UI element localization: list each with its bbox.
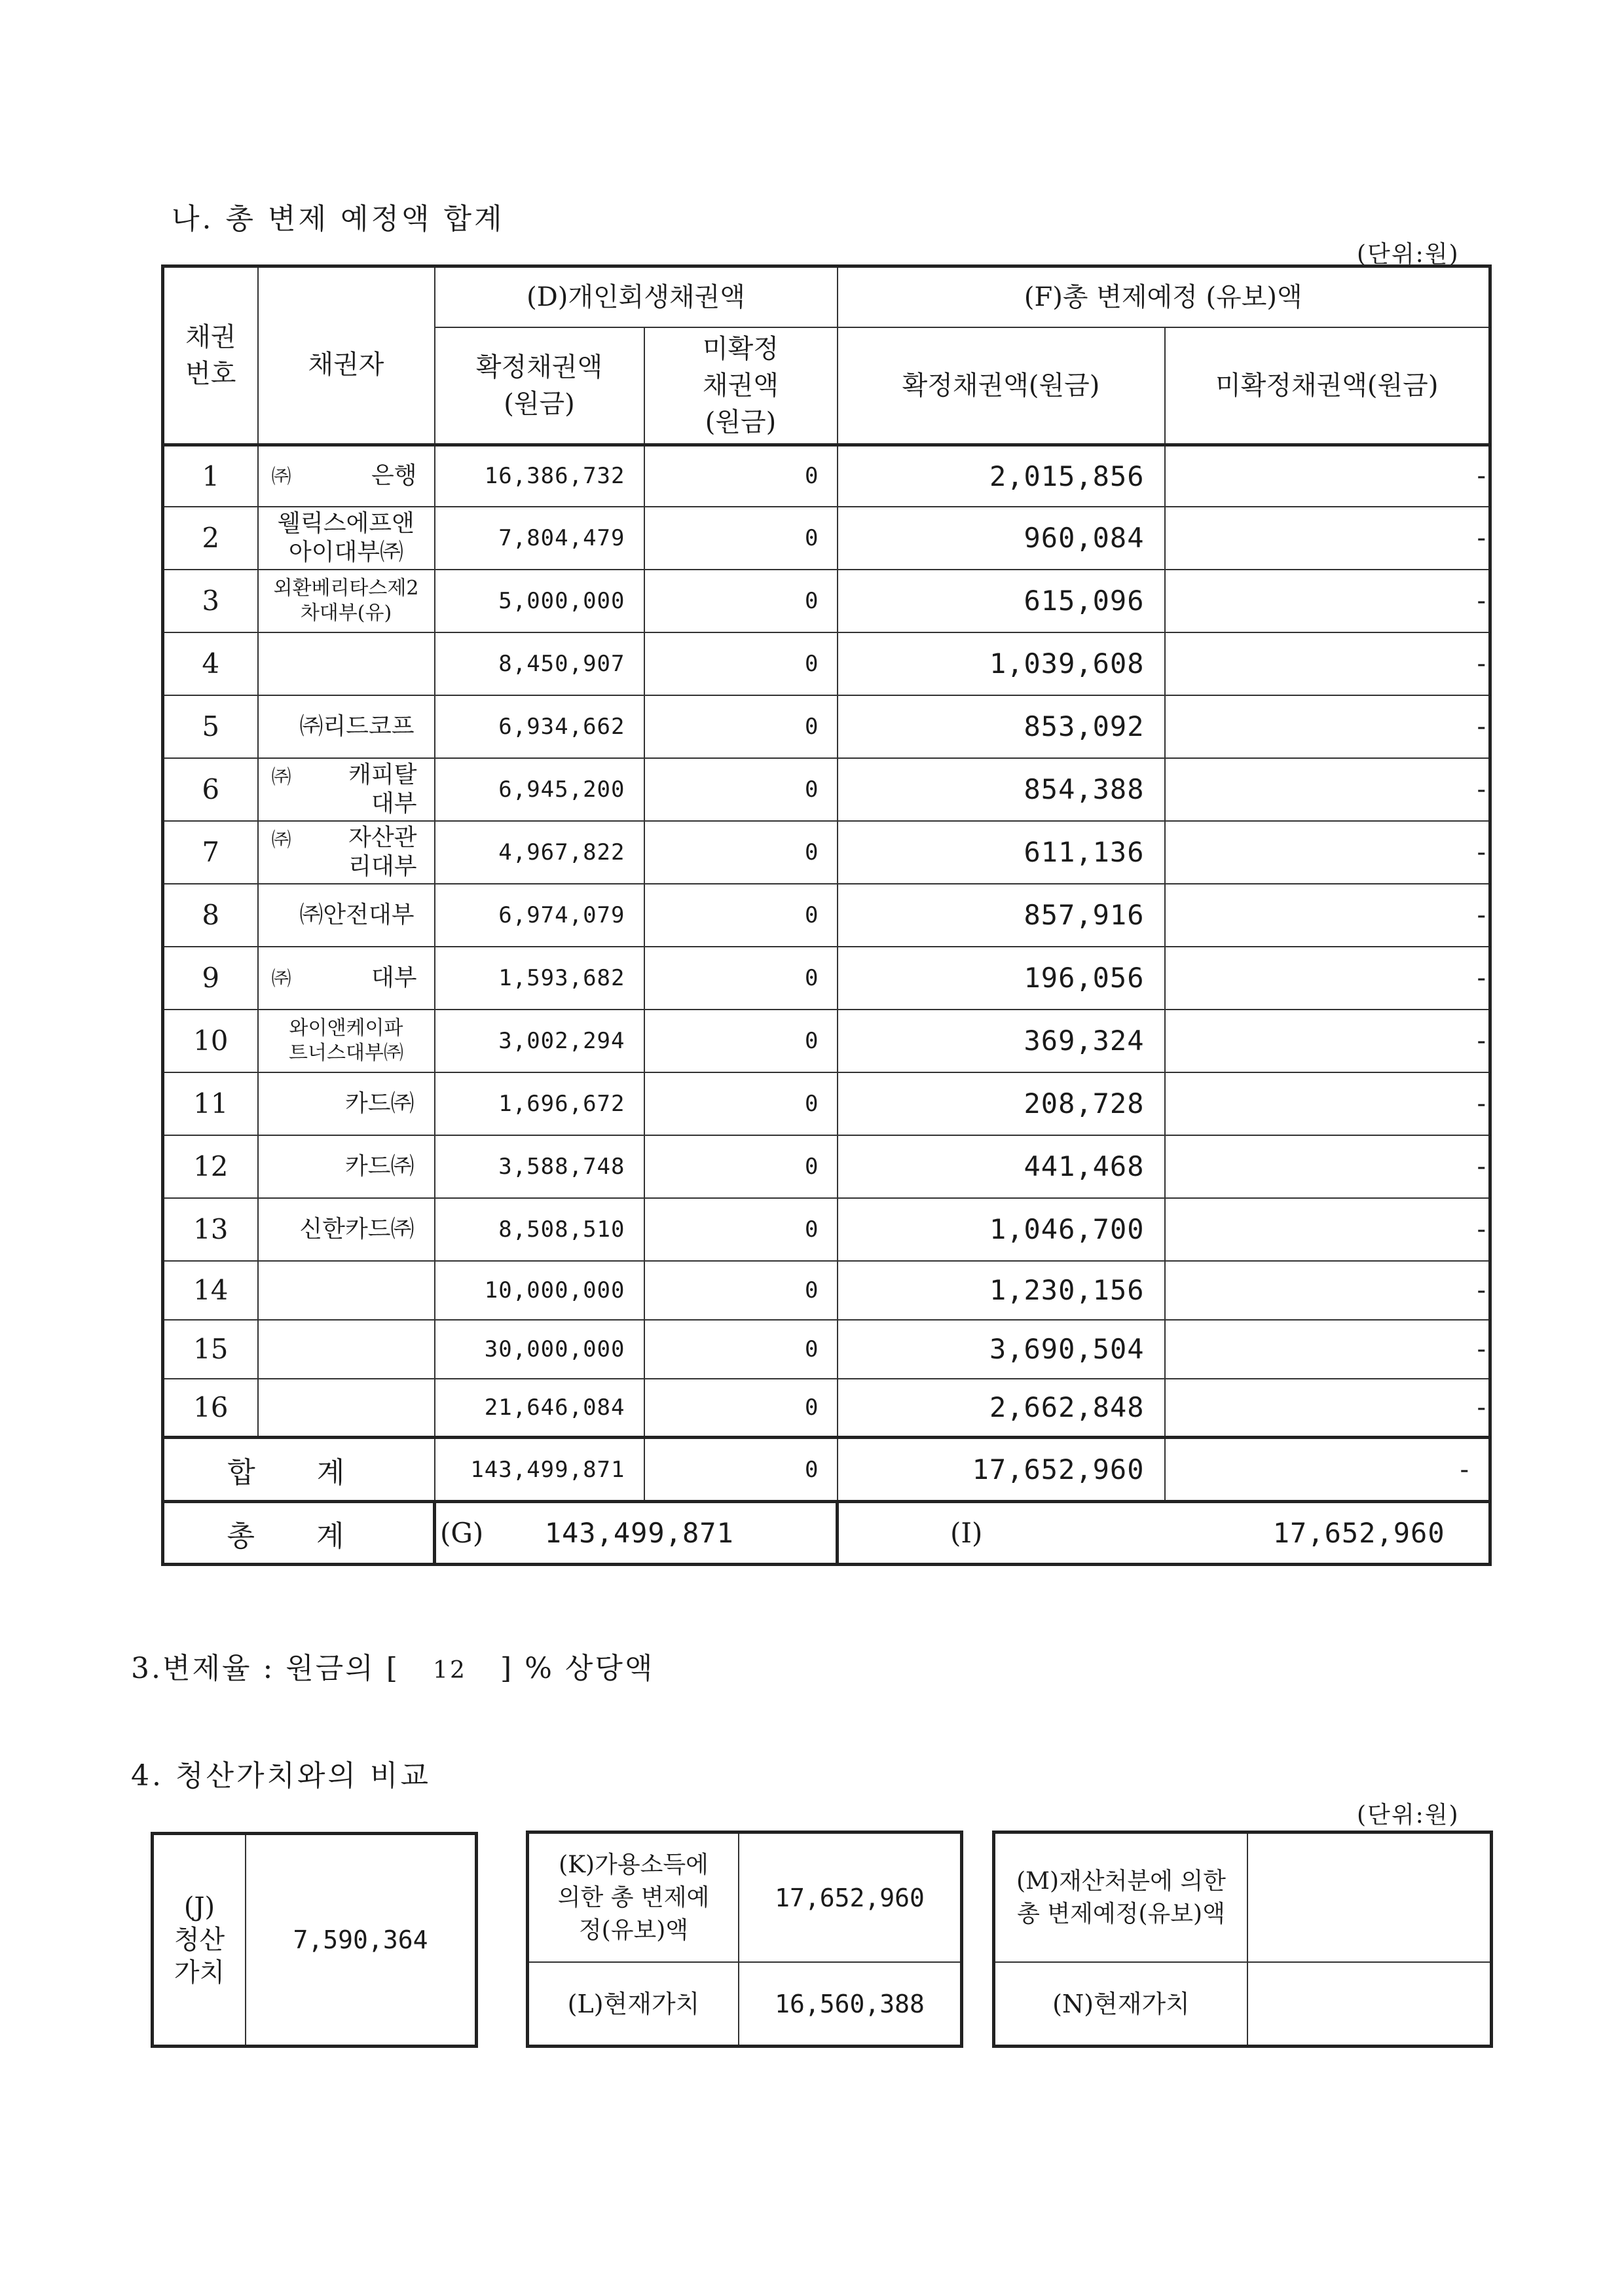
- creditor-cell: [258, 1072, 435, 1135]
- confirmed-claim: 6,974,079: [435, 884, 644, 947]
- col-header-group-f: (F)총 변제예정 (유보)액: [838, 266, 1490, 327]
- n-value: [1247, 1962, 1490, 2045]
- confirmed-repayment: 960,084: [838, 507, 1165, 570]
- creditor-cell: [258, 1010, 435, 1072]
- table-row: [163, 1135, 1490, 1198]
- unconfirmed-claim: 0: [644, 947, 838, 1010]
- unconfirmed-repayment: -: [1165, 947, 1490, 1010]
- creditor-name: ㈜리드코프: [299, 712, 415, 740]
- grand-total-g: [435, 1502, 838, 1565]
- confirmed-repayment: 615,096: [838, 570, 1165, 632]
- k-label: (K)가용소득에 의한 총 변제예 정(유보)액: [529, 1834, 739, 1962]
- confirmed-repayment: 441,468: [838, 1135, 1165, 1198]
- creditor-cell: [258, 1198, 435, 1261]
- subtotal-d: 143,499,871: [435, 1438, 644, 1502]
- unconfirmed-claim: 0: [644, 445, 838, 507]
- unconfirmed-repayment: -: [1165, 632, 1490, 695]
- unconfirmed-repayment: -: [1165, 445, 1490, 507]
- repayment-table: [161, 264, 1492, 1566]
- confirmed-claim: 7,804,479: [435, 507, 644, 570]
- table-row: [163, 1010, 1490, 1072]
- row-no: 14: [163, 1261, 258, 1320]
- creditor-name: 카드㈜: [344, 1152, 415, 1180]
- row-no: 10: [163, 1010, 258, 1072]
- confirmed-repayment: 3,690,504: [838, 1320, 1165, 1379]
- creditor-name: 신한카드㈜: [299, 1215, 415, 1243]
- row-no: 2: [163, 507, 258, 570]
- creditor-cell: [258, 695, 435, 758]
- subtotal-du: 0: [644, 1438, 838, 1502]
- unconfirmed-claim: 0: [644, 632, 838, 695]
- j-value: 7,590,364: [246, 1835, 475, 2045]
- confirmed-claim: 6,945,200: [435, 758, 644, 821]
- confirmed-claim: 8,450,907: [435, 632, 644, 695]
- asset-disposal-box: [992, 1831, 1493, 2048]
- unconfirmed-repayment: -: [1165, 1379, 1490, 1438]
- creditor-name: ㈜안전대부: [299, 901, 415, 928]
- col-header-d-unconfirmed: 미확정 채권액 (원금): [644, 327, 838, 445]
- unconfirmed-claim: 0: [644, 1320, 838, 1379]
- unconfirmed-repayment: -: [1165, 884, 1490, 947]
- unconfirmed-repayment: -: [1165, 695, 1490, 758]
- n-label: (N)현재가치: [995, 1962, 1247, 2045]
- row-no: 12: [163, 1135, 258, 1198]
- confirmed-claim: 6,934,662: [435, 695, 644, 758]
- confirmed-repayment: 1,046,700: [838, 1198, 1165, 1261]
- unconfirmed-claim: 0: [644, 570, 838, 632]
- liquidation-value-box: [151, 1832, 478, 2048]
- row-no: 6: [163, 758, 258, 821]
- table-row: [163, 570, 1490, 632]
- i-tag: (I): [950, 1517, 983, 1549]
- col-header-f-confirmed: 확정채권액(원금): [838, 327, 1165, 445]
- k-value: 17,652,960: [739, 1834, 960, 1962]
- row-no: 8: [163, 884, 258, 947]
- confirmed-repayment: 208,728: [838, 1072, 1165, 1135]
- table-row: [163, 947, 1490, 1010]
- row-no: 3: [163, 570, 258, 632]
- unconfirmed-repayment: -: [1165, 507, 1490, 570]
- unit-label: (단위:원): [1357, 241, 1460, 268]
- row-no: 4: [163, 632, 258, 695]
- creditor-cell: [258, 1135, 435, 1198]
- unconfirmed-repayment: -: [1165, 1135, 1490, 1198]
- unconfirmed-repayment: -: [1165, 570, 1490, 632]
- unconfirmed-claim: 0: [644, 821, 838, 884]
- confirmed-claim: 5,000,000: [435, 570, 644, 632]
- i-value: 17,652,960: [1272, 1517, 1445, 1549]
- table-row: [163, 1072, 1490, 1135]
- unconfirmed-claim: 0: [644, 1198, 838, 1261]
- unconfirmed-repayment: -: [1165, 1198, 1490, 1261]
- creditor-prefix: ㈜: [271, 828, 291, 852]
- unconfirmed-claim: 0: [644, 1379, 838, 1438]
- row-no: 5: [163, 695, 258, 758]
- creditor-cell: [258, 947, 435, 1010]
- grand-total-row: [163, 1502, 1490, 1565]
- table-row: [163, 758, 1490, 821]
- confirmed-repayment: 196,056: [838, 947, 1165, 1010]
- creditor-cell: [258, 570, 435, 632]
- confirmed-claim: 1,696,672: [435, 1072, 644, 1135]
- confirmed-repayment: 369,324: [838, 1010, 1165, 1072]
- creditor-name: 자산관 리대부: [348, 824, 417, 880]
- j-label: (J) 청산 가치: [154, 1835, 246, 2045]
- grand-total-label: 총 계: [163, 1502, 435, 1565]
- m-label: (M)재산처분에 의한 총 변제예정(유보)액: [995, 1834, 1247, 1962]
- col-header-d-confirmed: 확정채권액 (원금): [435, 327, 644, 445]
- confirmed-claim: 4,967,822: [435, 821, 644, 884]
- table-row: [163, 1261, 1490, 1320]
- table-row: [163, 884, 1490, 947]
- rate-suffix: ] % 상당액: [500, 1652, 655, 1685]
- section-title: 나. 총 변제 예정액 합계: [172, 202, 505, 236]
- table-row: [163, 1320, 1490, 1379]
- confirmed-repayment: 1,230,156: [838, 1261, 1165, 1320]
- row-no: 13: [163, 1198, 258, 1261]
- unconfirmed-claim: 0: [644, 1261, 838, 1320]
- confirmed-repayment: 854,388: [838, 758, 1165, 821]
- repayment-rate-line: [131, 1645, 654, 1686]
- confirmed-repayment: 853,092: [838, 695, 1165, 758]
- unconfirmed-claim: 0: [644, 1010, 838, 1072]
- l-label: (L)현재가치: [529, 1962, 739, 2045]
- col-header-f-unconfirmed: 미확정채권액(원금): [1165, 327, 1490, 445]
- section4-title: 4. 청산가치와의 비교: [131, 1759, 431, 1793]
- confirmed-claim: 21,646,084: [435, 1379, 644, 1438]
- table-row: [163, 695, 1490, 758]
- creditor-prefix: ㈜: [271, 765, 291, 789]
- table-row: [163, 1198, 1490, 1261]
- confirmed-claim: 8,508,510: [435, 1198, 644, 1261]
- unconfirmed-claim: 0: [644, 884, 838, 947]
- creditor-cell: [258, 1379, 435, 1438]
- l-value: 16,560,388: [739, 1962, 960, 2045]
- creditor-name: 외환베리타스제2 차대부(유): [273, 576, 419, 625]
- subtotal-f: 17,652,960: [838, 1438, 1165, 1502]
- table-row: [163, 1379, 1490, 1438]
- m-value: [1247, 1834, 1490, 1962]
- unconfirmed-claim: 0: [644, 1072, 838, 1135]
- confirmed-repayment: 857,916: [838, 884, 1165, 947]
- confirmed-claim: 30,000,000: [435, 1320, 644, 1379]
- unconfirmed-repayment: -: [1165, 1261, 1490, 1320]
- row-no: 11: [163, 1072, 258, 1135]
- creditor-name: 웰릭스에프앤 아이대부㈜: [278, 509, 415, 566]
- table-row: [163, 507, 1490, 570]
- col-header-creditor: 채권자: [258, 266, 435, 445]
- creditor-cell: [258, 632, 435, 695]
- creditor-cell: [258, 758, 435, 821]
- creditor-cell: [258, 445, 435, 507]
- g-value: 143,499,871: [544, 1517, 734, 1549]
- row-no: 9: [163, 947, 258, 1010]
- confirmed-repayment: 2,662,848: [838, 1379, 1165, 1438]
- row-no: 1: [163, 445, 258, 507]
- table-row: [163, 632, 1490, 695]
- confirmed-claim: 3,002,294: [435, 1010, 644, 1072]
- confirmed-claim: 10,000,000: [435, 1261, 644, 1320]
- confirmed-claim: 16,386,732: [435, 445, 644, 507]
- rate-value: 12: [433, 1657, 467, 1684]
- unconfirmed-claim: 0: [644, 695, 838, 758]
- subtotal-row: [163, 1438, 1490, 1502]
- unconfirmed-claim: 0: [644, 507, 838, 570]
- unconfirmed-repayment: -: [1165, 1072, 1490, 1135]
- subtotal-fu: -: [1165, 1438, 1490, 1502]
- rate-prefix: 3.변제율 : 원금의 [: [131, 1652, 399, 1685]
- unconfirmed-claim: 0: [644, 1135, 838, 1198]
- creditor-cell: [258, 884, 435, 947]
- unconfirmed-repayment: -: [1165, 1320, 1490, 1379]
- creditor-name: 캐피탈 대부: [348, 761, 417, 817]
- row-no: 15: [163, 1320, 258, 1379]
- income-repayment-box: [526, 1831, 963, 2048]
- unconfirmed-repayment: -: [1165, 1010, 1490, 1072]
- confirmed-claim: 1,593,682: [435, 947, 644, 1010]
- confirmed-repayment: 611,136: [838, 821, 1165, 884]
- confirmed-repayment: 2,015,856: [838, 445, 1165, 507]
- col-header-group-d: (D)개인회생채권액: [435, 266, 838, 327]
- table-row: [163, 445, 1490, 507]
- confirmed-claim: 3,588,748: [435, 1135, 644, 1198]
- creditor-prefix: ㈜: [271, 465, 291, 489]
- row-no: 16: [163, 1379, 258, 1438]
- creditor-name: 카드㈜: [344, 1089, 415, 1117]
- creditor-prefix: ㈜: [271, 967, 291, 991]
- section4-unit: (단위:원): [1357, 1802, 1460, 1829]
- creditor-name: 와이앤케이파 트너스대부㈜: [289, 1016, 403, 1065]
- creditor-cell: [258, 1261, 435, 1320]
- creditor-name: 대부: [371, 964, 417, 991]
- row-no: 7: [163, 821, 258, 884]
- grand-total-i: [838, 1502, 1490, 1565]
- table-row: [163, 821, 1490, 884]
- creditor-name: 은행: [371, 462, 417, 490]
- creditor-cell: [258, 821, 435, 884]
- creditor-cell: [258, 1320, 435, 1379]
- col-header-no: 채권 번호: [163, 266, 258, 445]
- g-tag: (G): [440, 1517, 484, 1549]
- creditor-cell: [258, 507, 435, 570]
- unconfirmed-repayment: -: [1165, 821, 1490, 884]
- unconfirmed-repayment: -: [1165, 758, 1490, 821]
- subtotal-label: 합 계: [163, 1438, 435, 1502]
- unconfirmed-claim: 0: [644, 758, 838, 821]
- confirmed-repayment: 1,039,608: [838, 632, 1165, 695]
